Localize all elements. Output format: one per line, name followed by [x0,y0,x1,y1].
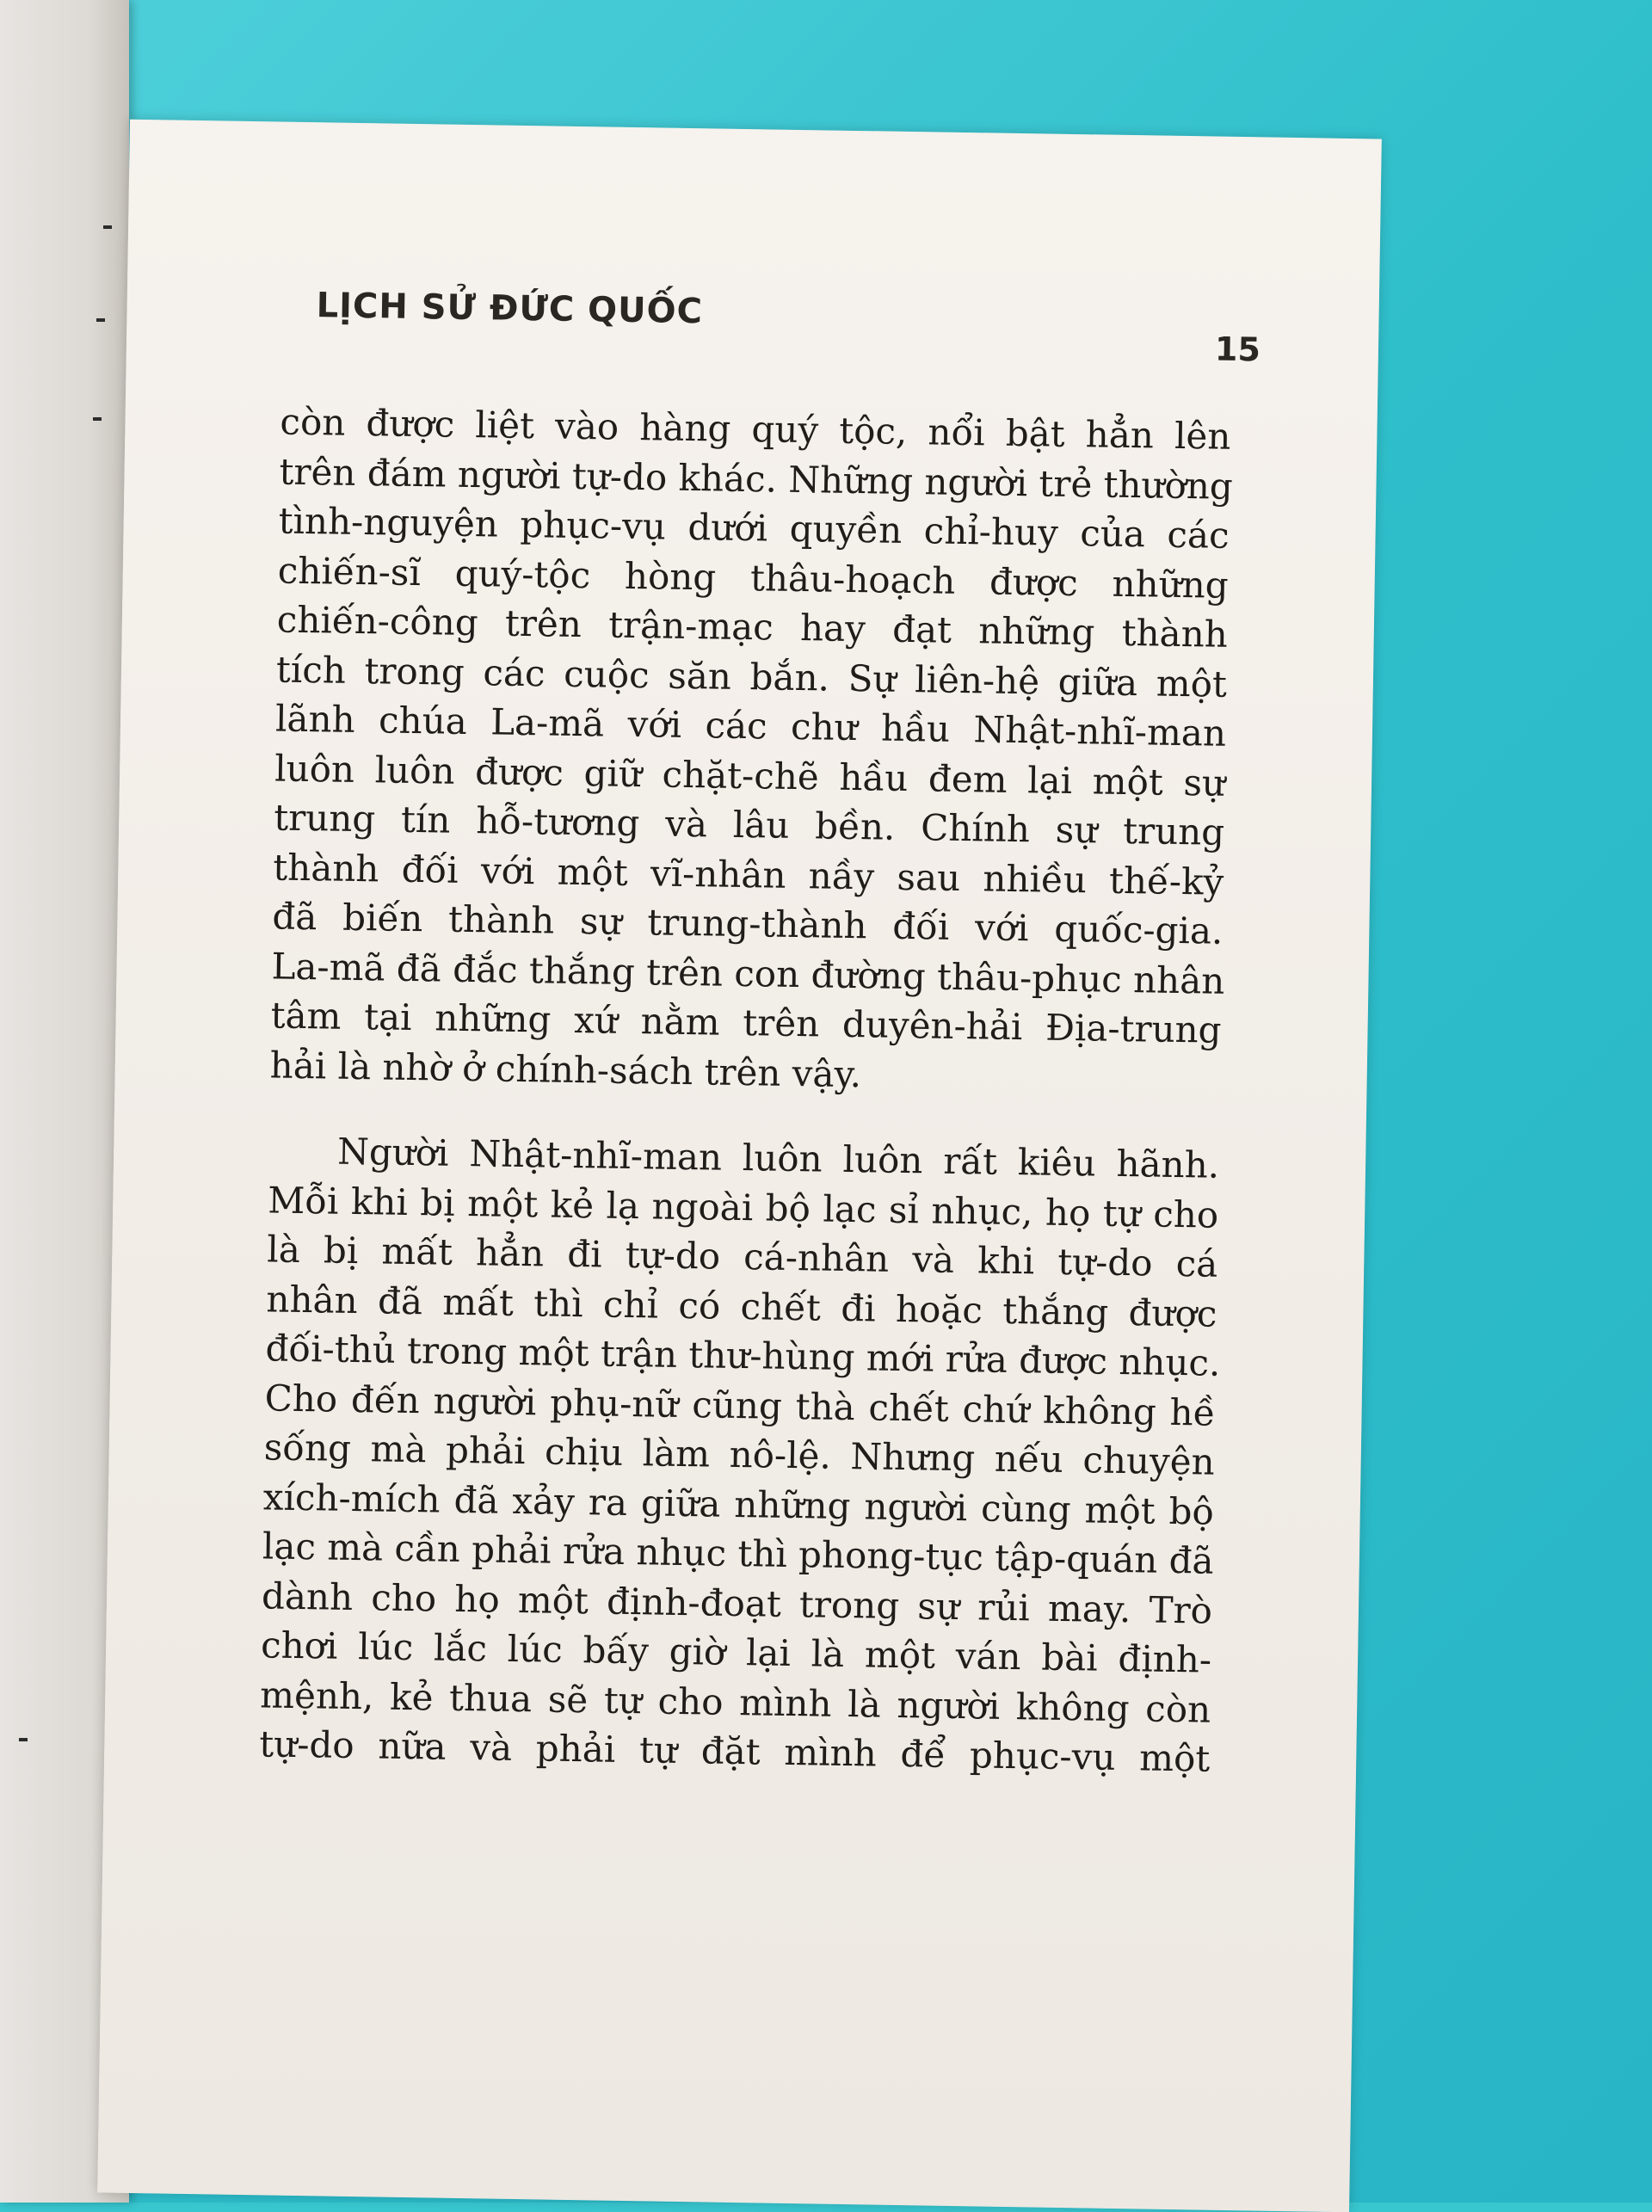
text-line: sống mà phải chịu làm nô-lệ. Nhưng nếu chuyện [263,1426,1216,1483]
text-line: lạc mà cần phải rửa nhục thì phong-tục tập-quán đã [262,1525,1214,1582]
paragraph-1 [269,397,1234,1105]
text-line: chơi lúc lắc lúc bấy giờ lại là một ván bài định- [260,1624,1212,1681]
running-head: LỊCH SỬ ĐỨC QUỐC [316,286,704,332]
text-line: tích trong các cuộc săn bắn. Sự liên-hệ giữa một [275,647,1228,705]
text-line: mệnh, kẻ thua sẽ tự cho mình là người không còn [259,1673,1211,1731]
page-number: 15 [1214,330,1261,369]
text-line: tự-do nữa và phải tự đặt mình để phục-vụ một [258,1722,1211,1780]
text-line: chiến-công trên trận-mạc hay đạt những thành [276,598,1229,656]
text-line: là bị mất hẳn đi tự-do cá-nhân và khi tự-do cá [267,1228,1218,1285]
paragraph-2 [259,1125,1220,1784]
page-edge-mark [96,318,105,322]
text-line: luôn luôn được giữ chặt-chẽ hầu đem lại một sự [274,746,1226,804]
text-line: chiến-sĩ quý-tộc hòng thâu-hoạch được những [277,548,1230,607]
text-line: Người Nhật-nhĩ-man luôn luôn rất kiêu hãnh. [336,1130,1220,1186]
text-line: La-mã đã đắc thắng trên con đường thâu-phục nhân [271,944,1225,1002]
page-edge-mark [19,1738,28,1741]
book-page [97,120,1382,2212]
text-line: đối-thủ trong một trận thư-hùng mới rửa được nhục. [265,1327,1221,1384]
text-line: xích-mích đã xảy ra giữa những người cùng một bộ [262,1475,1215,1533]
text-line: trung tín hỗ-tương và lâu bền. Chính sự trung [273,796,1225,853]
text-line: tình-nguyện phục-vụ dưới quyền chỉ-huy của các [278,499,1230,557]
text-line: dành cho họ một định-đoạt trong sự rủi may. Trò [261,1574,1213,1632]
text-line: lãnh chúa La-mã với các chư hầu Nhật-nhĩ-man [274,697,1227,755]
text-line: nhân đã mất thì chỉ có chết đi hoặc thắng được [266,1277,1217,1335]
body-text [258,397,1234,1784]
text-line: Cho đến người phụ-nữ cũng thà chết chứ không hề [264,1376,1216,1434]
text-line: thành đối với một vĩ-nhân nầy sau nhiều thế-kỷ [273,845,1224,903]
text-line: Mỗi khi bị một kẻ lạ ngoài bộ lạc sỉ nhục, họ tự cho [267,1178,1219,1236]
text-line: trên đám người tự-do khác. Những người trẻ thường [279,450,1234,508]
text-line: đã biến thành sự trung-thành đối với quốc-gia. [272,895,1224,952]
text-line: hải là nhờ ở chính-sách trên vậy. [269,1043,862,1095]
text-line: tâm tại những xứ nằm trên duyên-hải Địa-trung [270,994,1222,1051]
page-edge-mark [103,225,112,229]
text-line: còn được liệt vào hàng quý tộc, nổi bật hẳn lên [280,400,1231,458]
page-edge-mark [93,417,102,421]
